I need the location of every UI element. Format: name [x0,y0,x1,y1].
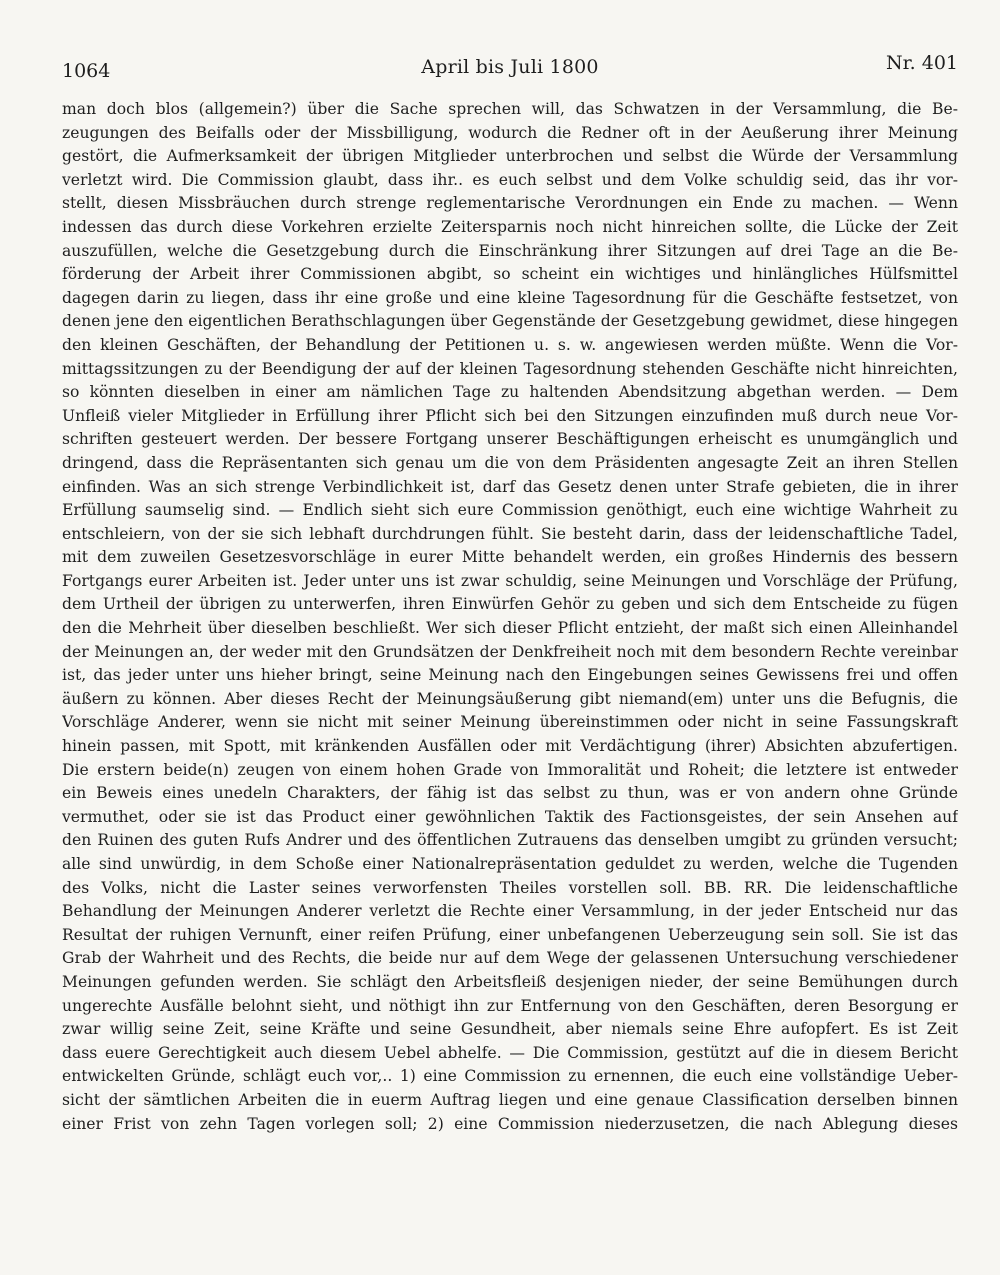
text-line: dem Urtheil der übrigen zu unterwerfen, ihren Einwürfen Gehör zu geben und sich dem Entscheide zu fügen [62,595,958,614]
text-line: denen jene den eigentlichen Berathschlagungen über Gegenstände der Gesetzgebung gewidmet, diese hingegen [62,312,958,331]
text-line: Unfleiß vieler Mitglieder in Erfüllung ihrer Pflicht sich bei den Sitzungen einzufinden muß durch neue Vor- [62,406,958,425]
text-line: vermuthet, oder sie ist das Product einer gewöhnlichen Taktik des Factionsgeistes, der sein Ansehen auf [62,807,958,826]
text-line: dass euere Gerechtigkeit auch diesem Uebel abhelfe. — Die Commission, gestützt auf die in diesem Bericht [62,1043,958,1062]
text-line: gestört, die Aufmerksamkeit der übrigen Mitglieder unterbrochen und selbst die Würde der Versammlung [62,147,958,166]
text-line: Behandlung der Meinungen Anderer verletzt die Rechte einer Versammlung, in der jeder Entscheid nur das [62,902,958,921]
text-line: indessen das durch diese Vorkehren erzielte Zeitersparnis noch nicht hinreichen sollte, die Lücke der Zeit [62,217,958,236]
document-number: Nr. 401 [886,52,958,74]
text-line: mit dem zuweilen Gesetzesvorschläge in eurer Mitte behandelt werden, ein großes Hindernis des bessern [62,548,958,567]
text-line: schriften gesteuert werden. Der bessere Fortgang unserer Beschäftigungen erheischt es unumgänglich und [62,430,958,449]
text-line: ist, das jeder unter uns hieher bringt, seine Meinung nach den Eingebungen seines Gewissens frei und offen [62,666,958,685]
text-line: so könnten dieselben in einer am nämlichen Tage zu haltenden Abendsitzung abgethan werden. — Dem [62,383,958,402]
text-line: zwar willig seine Zeit, seine Kräfte und seine Gesundheit, aber niemals seine Ehre aufopfert. Es ist Zeit [62,1020,958,1039]
text-line: alle sind unwürdig, in dem Schoße einer Nationalrepräsentation geduldet zu werden, welche die Tugenden [62,855,958,873]
text-line: förderung der Arbeit ihrer Commissionen abgibt, so scheint ein wichtiges und hinlängliches Hülfsmittel [62,265,958,284]
text-line: ein Beweis eines unedeln Charakters, der fähig ist das selbst zu thun, was er von andern ohne Gründe [62,784,958,803]
text-line: verletzt wird. Die Commission glaubt, dass ihr.. es euch selbst und dem Volke schuldig seid, das ihr vor- [62,170,958,189]
text-line: dagegen darin zu liegen, dass ihr eine große und eine kleine Tagesordnung für die Geschäfte festsetzet, von [62,288,958,307]
text-line: Grab der Wahrheit und des Rechts, die beide nur auf dem Wege der gelassenen Untersuchung verschiedener [62,949,958,968]
text-line: einer Frist von zehn Tagen vorlegen soll; 2) eine Commission niederzusetzen, die nach Ablegung dieses [62,1114,958,1133]
text-line: auszufüllen, welche die Gesetzgebung durch die Einschränkung ihrer Sitzungen auf drei Tage an die Be- [62,241,958,260]
text-line: Resultat der ruhigen Vernunft, einer reifen Prüfung, einer unbefangenen Ueberzeugung sein soll. Sie ist das [62,925,958,944]
text-line: Fortgangs eurer Arbeiten ist. Jeder unter uns ist zwar schuldig, seine Meinungen und Vorschläge der Prüfung, [62,571,958,590]
page-number: 1064 [62,60,111,82]
text-line: entwickelten Gründe, schlägt euch vor,.. 1) eine Commission zu ernennen, die euch eine vollständige Ueber- [62,1067,958,1086]
text-line: Vorschläge Anderer, wenn sie nicht mit seiner Meinung übereinstimmen oder nicht in seine Fassungskraft [62,713,958,732]
running-title: April bis Juli 1800 [421,56,599,78]
text-line: Die erstern beide(n) zeugen von einem hohen Grade von Immoralität und Roheit; die letztere ist entweder [62,760,958,779]
text-line: Meinungen gefunden werden. Sie schlägt den Arbeitsfleiß desjenigen nieder, der seine Bemühungen durch [62,972,958,991]
text-line: zeugungen des Beifalls oder der Missbilligung, wodurch die Redner oft in der Aeußerung ihrer Meinung [62,123,958,142]
text-line: entschleiern, von der sie sich lebhaft durchdrungen fühlt. Sie besteht darin, dass der leidenschaftliche Tadel, [62,524,958,543]
text-line: stellt, diesen Missbräuchen durch strenge reglementarische Verordnungen ein Ende zu machen. — Wenn [62,194,958,213]
text-line: den Ruinen des guten Rufs Andrer und des öffentlichen Zutrauens das denselben umgibt zu gründen versucht; [62,831,958,850]
page-header [62,52,958,88]
text-line: ungerechte Ausfälle belohnt sieht, und nöthigt ihn zur Entfernung von den Geschäften, deren Besorgung er [62,996,958,1015]
text-line: den die Mehrheit über dieselben beschließt. Wer sich dieser Pflicht entzieht, der maßt sich einen Alleinhandel [62,619,958,638]
text-line: hinein passen, mit Spott, mit kränkenden Ausfällen oder mit Verdächtigung (ihrer) Absichten abzufertigen. [62,737,958,756]
text-line: sicht der sämtlichen Arbeiten die in euerm Auftrag liegen und eine genaue Classification derselben binnen [62,1090,958,1109]
text-line: äußern zu können. Aber dieses Recht der Meinungsäußerung gibt niemand(em) unter uns die Befugnis, die [62,689,958,708]
text-line: mittagssitzungen zu der Beendigung der auf der kleinen Tagesordnung stehenden Geschäfte nicht hinreichten, [62,359,958,378]
body-text [62,98,958,1136]
text-line: dringend, dass die Repräsentanten sich genau um die von dem Präsidenten angesagte Zeit an ihren Stellen [62,453,958,472]
text-line: des Volks, nicht die Laster seines verworfensten Theiles vorstellen soll. BB. RR. Die leidenschaftliche [62,878,958,897]
text-line: Erfüllung saumselig sind. — Endlich sieht sich eure Commission genöthigt, euch eine wichtige Wahrheit zu [62,501,958,520]
text-line: den kleinen Geschäften, der Behandlung der Petitionen u. s. w. angewiesen werden müßte. Wenn die Vor- [62,335,958,354]
text-line: einfinden. Was an sich strenge Verbindlichkeit ist, darf das Gesetz denen unter Strafe gebieten, die in ihrer [62,477,958,496]
text-line: man doch blos (allgemein?) über die Sache sprechen will, das Schwatzen in der Versammlung, die Be- [62,100,958,118]
text-line: der Meinungen an, der weder mit den Grundsätzen der Denkfreiheit noch mit dem besondern Rechte vereinbar [62,642,958,661]
